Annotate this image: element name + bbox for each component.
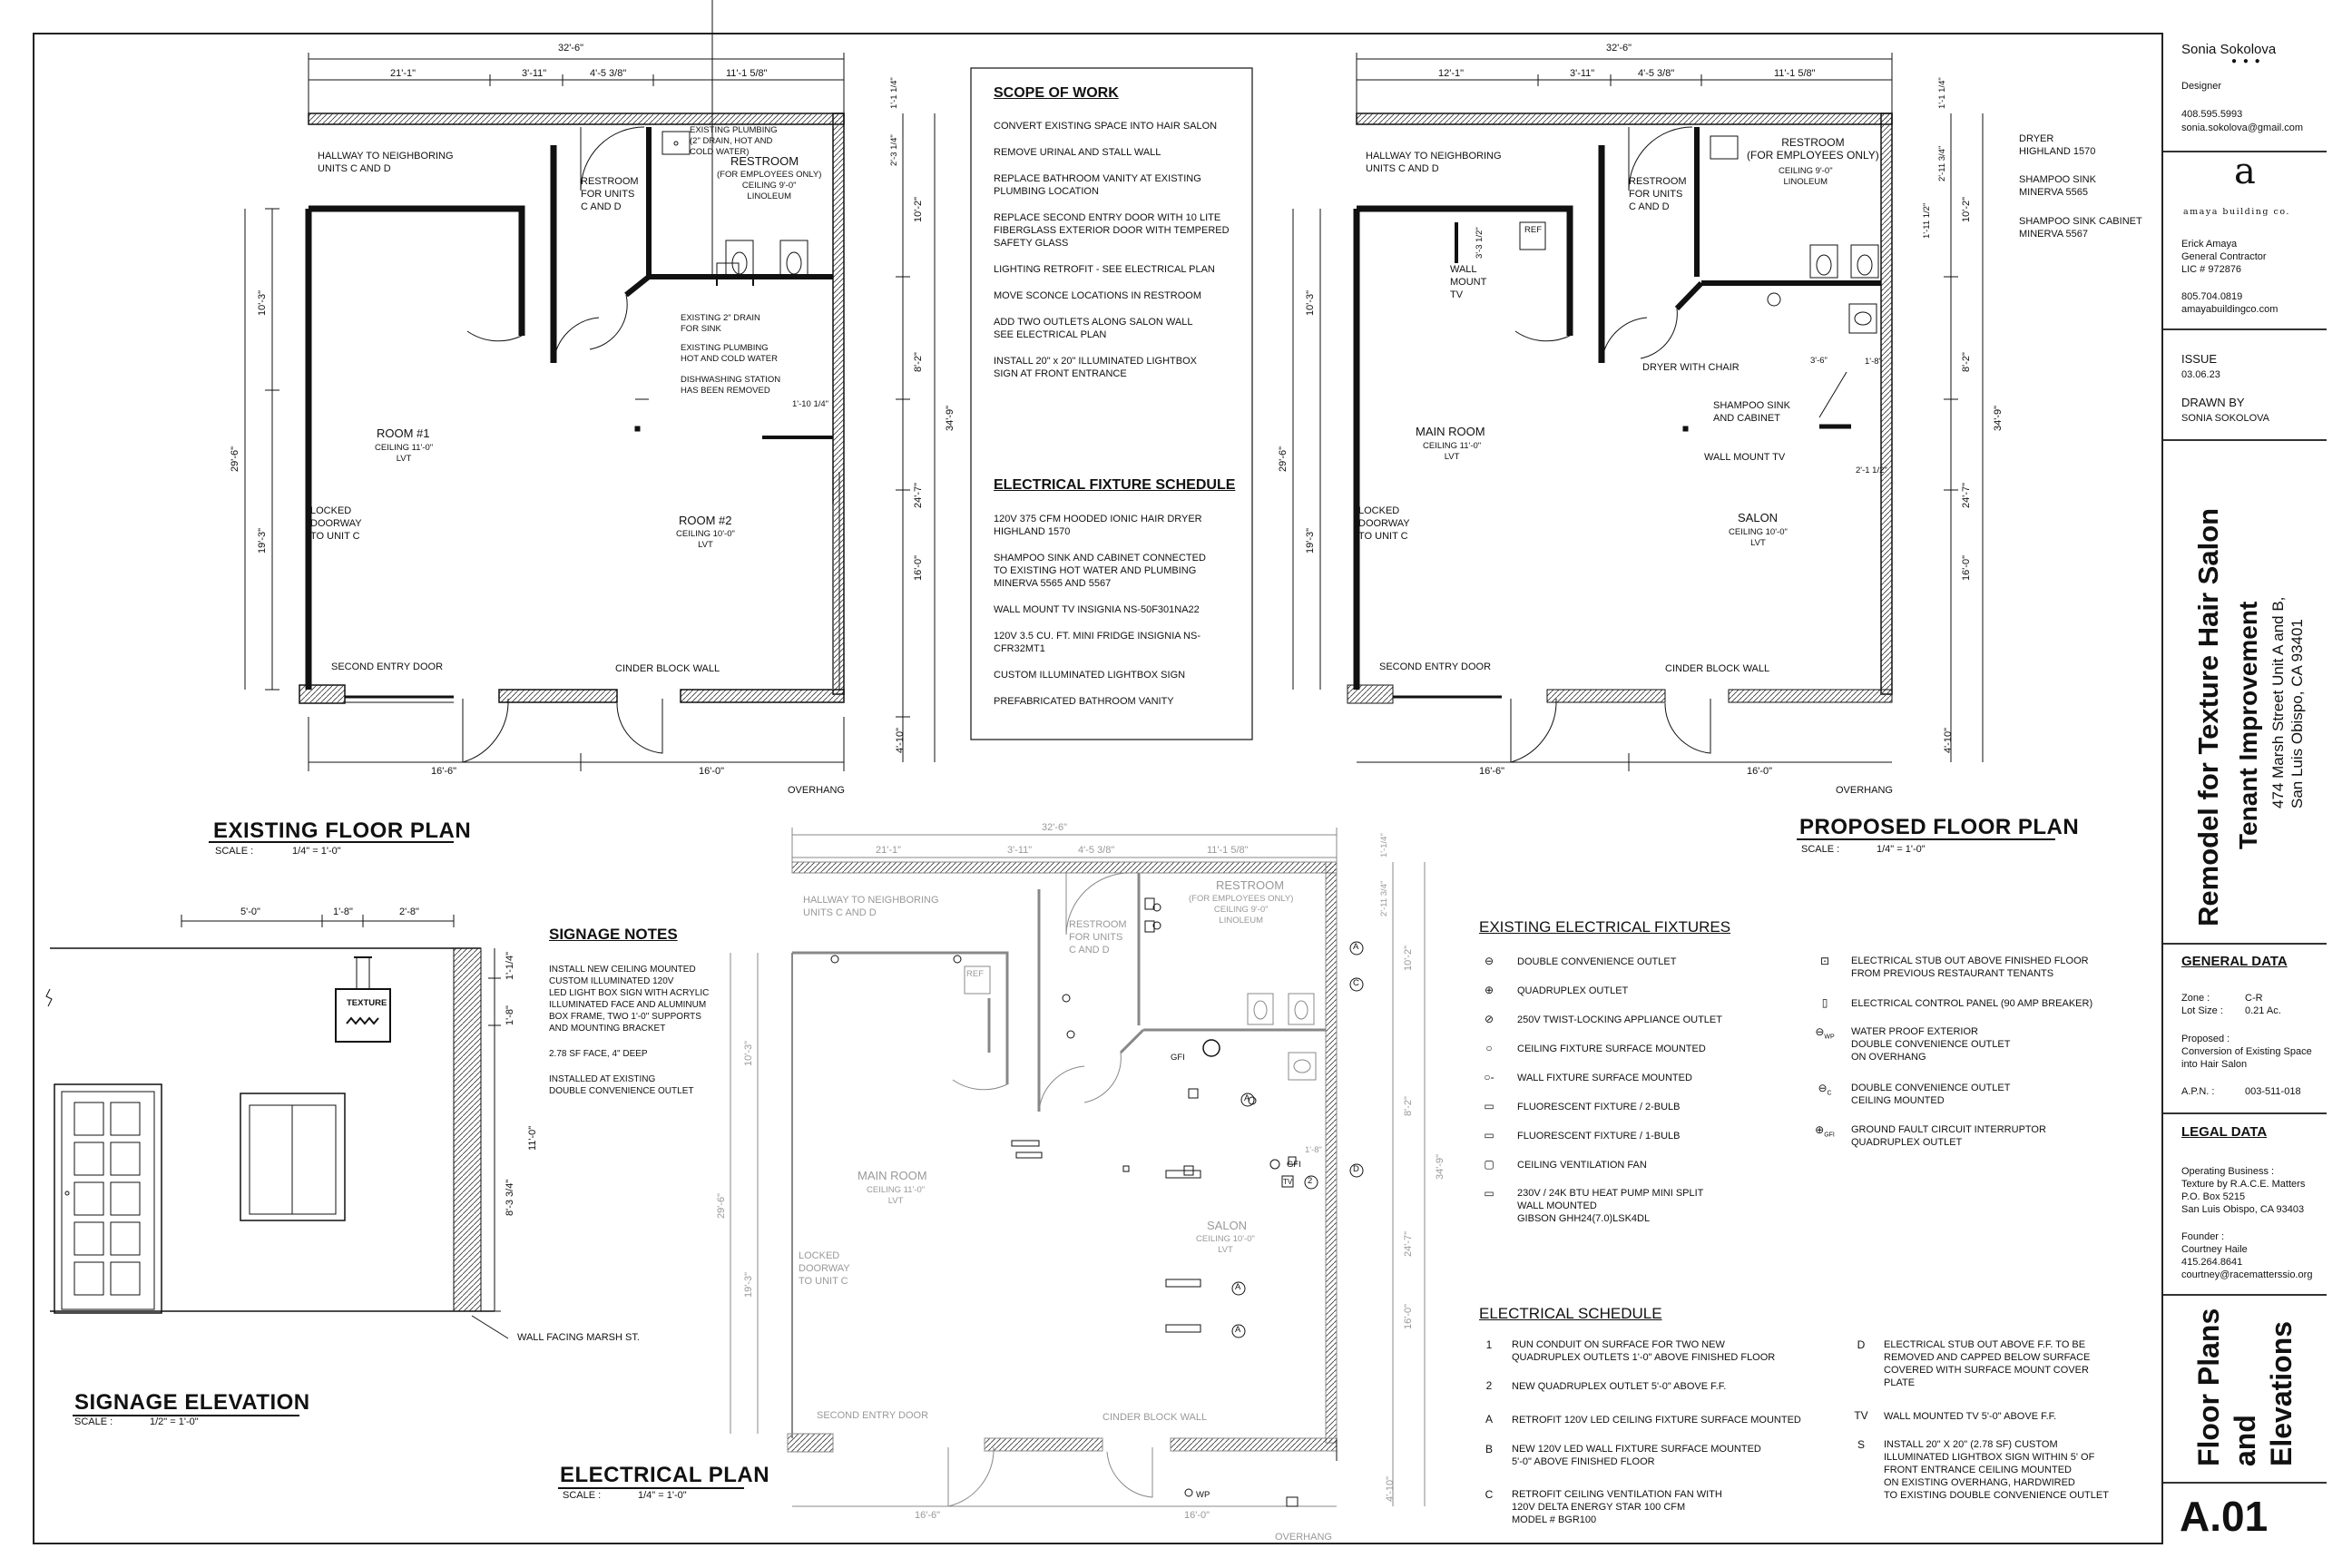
p-dim-right4: 16'-0" (1961, 554, 1972, 581)
e-dim-right2: 8'-2" (1403, 1096, 1414, 1116)
p-dim-left1: 10'-3" (1305, 289, 1316, 316)
p-note-shampoo-cabinet: SHAMPOO SINK CABINET MINERVA 5567 (2019, 216, 2142, 240)
dim-left2: 19'-3" (257, 527, 268, 554)
signage-notes-list (549, 964, 709, 1111)
callout-icon: B (1485, 1443, 1493, 1455)
p-label-restroom: RESTROOM (FOR EMPLOYEES ONLY) (1747, 136, 1879, 162)
p-dim-b3: 4'-10" (1943, 727, 1954, 753)
schedule-text: RUN CONDUIT ON SURFACE FOR TWO NEW QUADRUPLEX OUTLETS 1'-0" ABOVE FINISHED FLOOR (1512, 1339, 1776, 1363)
schedule-text: NEW QUADRUPLEX OUTLET 5'-0" ABOVE F.F. (1512, 1381, 1727, 1392)
wp-outlet-icon: $⊖_{WP}$ (1815, 1025, 1835, 1041)
label-room2: ROOM #2 (679, 514, 732, 527)
p-label-salon: SALON (1738, 511, 1779, 524)
e-label-wp: WP (1196, 1490, 1210, 1500)
callout-icon: 1 (1485, 1338, 1493, 1351)
scope-item: MOVE SCONCE LOCATIONS IN RESTROOM (994, 290, 1201, 301)
scope-item: CONVERT EXISTING SPACE INTO HAIR SALON (994, 121, 1218, 132)
legend-row (1479, 955, 1676, 968)
issue-date: 03.06.23 (2181, 369, 2220, 380)
fixture-item: SHAMPOO SINK AND CABINET CONNECTED TO EXISTING HOT WATER AND PLUMBING MINERVA 5565 AND 5567 (994, 553, 1206, 589)
e-dim-left1: 10'-3" (743, 1040, 754, 1066)
p-label-wall-tv: WALL MOUNT TV (1450, 264, 1487, 300)
legend-text: QUADRUPLEX OUTLET (1517, 985, 1629, 996)
e-label-main-sub: CEILING 11'-0" LVT (867, 1185, 926, 1206)
dim-d3: 4'-5 3/8" (590, 68, 627, 79)
fan-icon: ▢ (1484, 1158, 1494, 1171)
label-hallway: HALLWAY TO NEIGHBORING UNITS C AND D (318, 151, 454, 174)
signage-notes-heading: SIGNAGE NOTES (549, 926, 678, 943)
designer-email: sonia.sokolova@gmail.com (2181, 122, 2304, 133)
label-wall-marsh: WALL FACING MARSH ST. (517, 1332, 640, 1343)
existing-scale: 1/4" = 1'-0" (292, 846, 341, 857)
dim-b1: 16'-6" (431, 766, 457, 777)
callout-tv: TV (1283, 1178, 1293, 1186)
scope-item: REPLACE BATHROOM VANITY AT EXISTING PLUMBING LOCATION (994, 173, 1201, 197)
p-dim-w2: 3'-6" (1810, 356, 1828, 366)
p-label-main-sub: CEILING 11'-0" LVT (1423, 441, 1482, 462)
e-label-gfi-2: GFI (1287, 1160, 1301, 1170)
general-data-heading: GENERAL DATA (2181, 954, 2288, 969)
e-dim-rtop1: 1'-1/4" (1379, 833, 1389, 858)
schedule-row (1479, 1488, 1722, 1526)
e-dim-ltotal: 29'-6" (716, 1192, 727, 1219)
sign-text: TEXTURE (347, 998, 387, 1008)
proposed-value: Conversion of Existing Space into Hair Salon (2181, 1046, 2312, 1070)
e-label-ref: REF (966, 969, 984, 979)
legend-row (1479, 984, 1628, 997)
p-note-dryer: DRYER HIGHLAND 1570 (2019, 133, 2096, 157)
p-dim-b2: 16'-0" (1747, 766, 1773, 777)
dim-right1: 10'-2" (913, 196, 924, 222)
sheet-name: Floor Plans and Elevations (2192, 1308, 2298, 1466)
e-label-restroom-units: RESTROOM FOR UNITS C AND D (1069, 919, 1127, 956)
schedule-row (1851, 1338, 2090, 1389)
e-dim-d3: 4'-5 3/8" (1078, 845, 1115, 856)
dim-right4: 16'-0" (913, 554, 924, 581)
note-existing-plumbing: EXISTING PLUMBING (2" DRAIN, HOT AND COLD WATER) (690, 125, 778, 157)
legend-row (1815, 955, 2089, 980)
dim-rtop1: 1'-1 1/4" (889, 77, 899, 109)
label-overhang: OVERHANG (788, 785, 845, 796)
legend-row (1479, 1158, 1647, 1171)
schedule-text: NEW 120V LED WALL FIXTURE SURFACE MOUNTED 5'-0" ABOVE FINISHED FLOOR (1512, 1444, 1761, 1467)
e-label-second-entry: SECOND ENTRY DOOR (817, 1410, 929, 1421)
sign-dim-v3: 11'-0" (527, 1125, 538, 1151)
apn-value: 003-511-018 (2245, 1086, 2301, 1097)
founder-value: Courtney Haile 415.264.8641 courtney@racematterssio.org (2181, 1244, 2313, 1280)
p-label-restroom-units: RESTROOM FOR UNITS C AND D (1629, 176, 1687, 212)
p-label-locked: LOCKED DOORWAY TO UNIT C (1358, 505, 1410, 542)
signage-note: 2.78 SF FACE, 4" DEEP (549, 1049, 648, 1059)
e-label-salon-sub: CEILING 10'-0" LVT (1196, 1234, 1255, 1255)
label-second-entry: SECOND ENTRY DOOR (331, 662, 444, 672)
designer-role: Designer (2181, 81, 2222, 92)
designer-name: Sonia Sokolova (2181, 42, 2277, 57)
legend-row (1479, 1129, 1681, 1142)
sign-dim-v4: 8'-3 3/4" (505, 1179, 515, 1216)
schedule-text: WALL MOUNTED TV 5'-0" ABOVE F.F. (1884, 1411, 2057, 1422)
schedule-text: RETROFIT 120V LED CEILING FIXTURE SURFACE MOUNTED (1512, 1415, 1801, 1426)
schedule-row (1479, 1413, 1801, 1426)
schedule-row (1479, 1379, 1726, 1393)
e-dim-rtotal: 34'-9" (1435, 1153, 1446, 1180)
e-label-hallway: HALLWAY TO NEIGHBORING UNITS C AND D (803, 895, 939, 918)
p-dim-right1: 10'-2" (1961, 196, 1972, 222)
outlet-icon: ⊖ (1484, 955, 1494, 967)
dim-ltotal: 29'-6" (230, 446, 240, 472)
legend-row (1815, 1123, 2046, 1149)
dim-w1: 1'-10 1/4" (792, 399, 829, 409)
legend-text: 230V / 24K BTU HEAT PUMP MINI SPLIT WALL MOUNTED GIBSON GHH24(7.0)LSK4DL (1517, 1188, 1704, 1224)
proposed-scale: 1/4" = 1'-0" (1877, 844, 1926, 855)
scope-item: INSTALL 20" x 20" ILLUMINATED LIGHTBOX SIGN AT FRONT ENTRANCE (994, 356, 1198, 379)
e-label-main: MAIN ROOM (858, 1169, 927, 1182)
dim-b3: 4'-10" (895, 727, 906, 753)
tag: WP (1824, 1034, 1835, 1041)
callout-icon: C (1485, 1488, 1494, 1501)
callout-icon: S (1857, 1438, 1865, 1451)
fluorescent-1-icon: ▭ (1484, 1129, 1494, 1142)
operating-value: Texture by R.A.C.E. Matters P.O. Box 5215 San Luis Obispo, CA 93403 (2181, 1179, 2306, 1215)
p-dim-rtotal: 34'-9" (1993, 405, 2004, 431)
e-scale-label: SCALE : (563, 1490, 602, 1501)
project-subtitle: Tenant Improvement (2234, 601, 2262, 849)
existing-fixtures-heading: EXISTING ELECTRICAL FIXTURES (1479, 918, 1731, 936)
p-dim-d4: 11'-1 5/8" (1774, 68, 1816, 79)
operating-label: Operating Business : (2181, 1166, 2275, 1177)
existing-scale-label: SCALE : (215, 846, 254, 857)
dim-d4: 11'-1 5/8" (726, 68, 768, 79)
callout-icon: D (1857, 1338, 1866, 1351)
e-dim-b1: 16'-6" (915, 1510, 941, 1521)
callout-a: A (1353, 942, 1359, 952)
issue-label: ISSUE (2181, 352, 2218, 366)
e-dim-right1: 10'-2" (1403, 945, 1414, 971)
p-label-dryer: DRYER WITH CHAIR (1642, 362, 1740, 373)
legend-row (1815, 1025, 2010, 1063)
mini-split-icon: ▭ (1484, 1187, 1494, 1200)
p-label-main: MAIN ROOM (1416, 425, 1485, 438)
sign-dim-d1: 5'-0" (240, 906, 260, 917)
sign-dim-v1: 1'-1/4" (505, 951, 515, 980)
p-dim-right2: 8'-2" (1961, 352, 1972, 372)
contractor-logo-icon: a (2234, 151, 2256, 192)
schedule-text: ELECTRICAL STUB OUT ABOVE F.F. TO BE REMOVED AND CAPPED BELOW SURFACE COVERED WITH SURFACE MOUNT COVER PLATE (1884, 1339, 2091, 1388)
apn-label: A.P.N. : (2181, 1086, 2215, 1097)
ceiling-fixture-icon: ○ (1485, 1042, 1493, 1054)
e-dim-left2: 19'-3" (743, 1271, 754, 1298)
dim-d2: 3'-11" (522, 68, 547, 79)
sign-scale: 1/2" = 1'-0" (150, 1416, 199, 1427)
label-restroom: RESTROOM (730, 154, 799, 168)
legend-row (1479, 1100, 1681, 1113)
title-underlines (73, 839, 2055, 1488)
signage-note: INSTALL NEW CEILING MOUNTED CUSTOM ILLUMINATED 120V LED LIGHT BOX SIGN WITH ACRYLIC ILLUMINATED FACE AND ALUMINUM BOX FRAME, TWO 1'-0" SUPPORTS AND MOUNTING BRACKET (549, 965, 710, 1034)
sign-dim-v2: 1'-8" (505, 1005, 515, 1025)
stub-out-icon: ⊡ (1819, 955, 1830, 967)
electrical-plan-title: ELECTRICAL PLAN (560, 1463, 770, 1487)
scope-item: REMOVE URINAL AND STALL WALL (994, 147, 1161, 158)
e-label-restroom-sub: (FOR EMPLOYEES ONLY) CEILING 9'-0" LINOLEUM (1189, 894, 1294, 926)
title-block (2163, 33, 2327, 1544)
fixture-item: CUSTOM ILLUMINATED LIGHTBOX SIGN (994, 670, 1186, 681)
dim-b2: 16'-0" (699, 766, 725, 777)
p-dim-w4: 2'-1 1/2" (1856, 466, 1887, 475)
e-label-gfi-1: GFI (1171, 1053, 1185, 1063)
label-room1: ROOM #1 (377, 426, 430, 440)
schedule-row (1479, 1338, 1775, 1364)
fixture-schedule-list (994, 513, 1248, 721)
proposed-scale-label: SCALE : (1801, 844, 1840, 855)
label-locked: LOCKED DOORWAY TO UNIT C (310, 505, 362, 542)
existing-floor-plan-drawing (245, 0, 935, 771)
tag: GFI (1824, 1132, 1835, 1139)
designer-dots: ● ● ● (2231, 56, 2262, 66)
dim-rtotal: 34'-9" (945, 405, 956, 431)
p-label-restroom-sub: CEILING 9'-0" LINOLEUM (1779, 166, 1833, 187)
callout-c: C (1353, 978, 1359, 988)
label-restroom-sub: (FOR EMPLOYEES ONLY) CEILING 9'-0" LINOLEUM (717, 170, 822, 201)
lot-label: Lot Size : (2181, 1005, 2223, 1016)
p-label-ref: REF (1524, 225, 1542, 235)
fixture-item: PREFABRICATED BATHROOM VANITY (994, 696, 1174, 707)
e-dim-total: 32'-6" (1042, 822, 1068, 833)
legend-text: GROUND FAULT CIRCUIT INTERRUPTOR QUADRUPLEX OUTLET (1851, 1124, 2046, 1148)
project-address-1: 474 Marsh Street Unit A and B, (2269, 596, 2287, 808)
designer-phone: 408.595.5993 (2181, 109, 2243, 120)
p-label-cinder: CINDER BLOCK WALL (1665, 663, 1770, 674)
contractor-role: General Contractor (2181, 251, 2267, 262)
existing-plan-title: EXISTING FLOOR PLAN (213, 818, 472, 843)
callout-2: 2 (1308, 1176, 1313, 1186)
legend-text: CEILING FIXTURE SURFACE MOUNTED (1517, 1044, 1706, 1054)
scope-heading: SCOPE OF WORK (994, 85, 1119, 101)
contractor-phone: 805.704.0819 (2181, 291, 2243, 302)
callout-a-4: A (1235, 1325, 1241, 1335)
e-label-locked: LOCKED DOORWAY TO UNIT C (799, 1250, 850, 1287)
fixture-item: 120V 3.5 CU. FT. MINI FRIDGE INSIGNIA NS-CFR32MT1 (994, 631, 1200, 654)
p-dim-w1: 3'-3 1/2" (1475, 227, 1485, 259)
proposed-plan-title: PROPOSED FLOOR PLAN (1799, 815, 2080, 839)
contractor-lic: LIC # 972876 (2181, 264, 2242, 275)
fixture-schedule-heading: ELECTRICAL FIXTURE SCHEDULE (994, 477, 1236, 493)
legend-row (1479, 1187, 1703, 1225)
legend-text: DOUBLE CONVENIENCE OUTLET CEILING MOUNTED (1851, 1083, 2011, 1106)
control-panel-icon: ▯ (1821, 996, 1828, 1009)
e-dim-d1: 21'-1" (876, 845, 902, 856)
p-dim-w3: 1'-8" (1865, 357, 1882, 367)
label-restroom-units: RESTROOM FOR UNITS C AND D (581, 176, 639, 212)
zone-label: Zone : (2181, 993, 2210, 1004)
gfi-outlet-icon: $\oplus_{GFI}$ (1815, 1123, 1835, 1139)
schedule-row (1479, 1443, 1761, 1468)
legal-data-heading: LEGAL DATA (2181, 1124, 2268, 1140)
schedule-row (1851, 1409, 2056, 1423)
p-dim-rtop3: 1'-11 1/2" (1922, 202, 1932, 239)
elec-schedule-heading: ELECTRICAL SCHEDULE (1479, 1305, 1662, 1322)
e-dim-b3: 4'-10" (1385, 1475, 1396, 1502)
legend-row (1479, 1071, 1692, 1084)
legend-text: CEILING VENTILATION FAN (1517, 1160, 1647, 1171)
signage-note: INSTALLED AT EXISTING DOUBLE CONVENIENCE OUTLET (549, 1074, 694, 1096)
note-dish: DISHWASHING STATION HAS BEEN REMOVED (681, 375, 781, 396)
dim-right3: 24'-7" (913, 482, 924, 508)
legend-text: WATER PROOF EXTERIOR DOUBLE CONVENIENCE OUTLET ON OVERHANG (1851, 1026, 2011, 1063)
e-dim-d4: 11'-1 5/8" (1207, 845, 1249, 856)
fixture-item: WALL MOUNT TV INSIGNIA NS-50F301NA22 (994, 604, 1200, 615)
scope-item: REPLACE SECOND ENTRY DOOR WITH 10 LITE FIBERGLASS EXTERIOR DOOR WITH TEMPERED SAFETY GLASS (994, 212, 1230, 249)
drawn-by-label: DRAWN BY (2181, 396, 2245, 409)
sign-scale-label: SCALE : (74, 1416, 113, 1427)
p-label-shampoo: SHAMPOO SINK AND CABINET (1713, 400, 1790, 424)
p-dim-right3: 24'-7" (1961, 482, 1972, 508)
sheet-number: A.01 (2180, 1493, 2269, 1540)
label-room1-sub: CEILING 11'-0" LVT (375, 443, 434, 464)
p-dim-b1: 16'-6" (1479, 766, 1505, 777)
e-dim-right4: 16'-0" (1403, 1303, 1414, 1329)
e-label-restroom: RESTROOM (1216, 878, 1285, 892)
signage-elevation-drawing (46, 915, 508, 1338)
project-address-2: San Luis Obispo, CA 93401 (2288, 619, 2306, 808)
fixture-item: 120V 375 CFM HOODED IONIC HAIR DRYER HIGHLAND 1570 (994, 514, 1202, 537)
note-plumbing-2: EXISTING PLUMBING HOT AND COLD WATER (681, 343, 778, 364)
twist-lock-icon: ⊘ (1484, 1013, 1494, 1025)
legend-text: WALL FIXTURE SURFACE MOUNTED (1517, 1073, 1692, 1083)
callout-icon: 2 (1485, 1379, 1493, 1392)
e-label-cinder: CINDER BLOCK WALL (1102, 1412, 1208, 1423)
drawn-by: SONIA SOKOLOVA (2181, 413, 2269, 424)
legend-text: FLUORESCENT FIXTURE / 2-BULB (1517, 1102, 1681, 1112)
p-note-shampoo-sink: SHAMPOO SINK MINERVA 5565 (2019, 174, 2096, 198)
callout-icon: TV (1854, 1409, 1868, 1422)
p-dim-rtop1: 1'-1 1/4" (1937, 77, 1947, 109)
sign-dim-d2: 1'-8" (333, 906, 353, 917)
lot-value: 0.21 Ac. (2245, 1005, 2281, 1016)
sign-dim-d3: 2'-8" (399, 906, 419, 917)
contractor-company: amaya building co. (2183, 207, 2290, 217)
signage-elev-title: SIGNAGE ELEVATION (74, 1390, 310, 1415)
e-dim-d2: 3'-11" (1007, 845, 1033, 856)
scope-list (994, 120, 1239, 394)
dim-right2: 8'-2" (913, 352, 924, 372)
e-label-salon: SALON (1207, 1219, 1248, 1232)
dim-left1: 10'-3" (257, 289, 268, 316)
callout-a-3: A (1235, 1282, 1241, 1292)
e-scale: 1/4" = 1'-0" (638, 1490, 687, 1501)
wall-fixture-icon: ○- (1484, 1071, 1494, 1083)
p-label-salon-sub: CEILING 10'-0" LVT (1729, 527, 1788, 548)
p-dim-rtop2: 2'-11 3/4" (1937, 145, 1947, 181)
fluorescent-2-icon: ▭ (1484, 1100, 1494, 1112)
proposed-label: Proposed : (2181, 1034, 2230, 1044)
schedule-text: INSTALL 20" X 20" (2.78 SF) CUSTOM ILLUMINATED LIGHTBOX SIGN WITHIN 5' OF FRONT ENTRANCE CEILING MOUNTED ON EXISTING OVERHANG, HARDWIRED TO EXISTING DOUBLE CONVENIENCE OUTLET (1884, 1439, 2109, 1501)
schedule-text: RETROFIT CEILING VENTILATION FAN WITH 120V DELTA ENERGY STAR 100 CFM MODEL # BGR100 (1512, 1489, 1722, 1525)
p-dim-d3: 4'-5 3/8" (1638, 68, 1675, 79)
e-label-overhang: OVERHANG (1275, 1532, 1332, 1543)
dim-d1: 21'-1" (390, 68, 416, 79)
p-label-second-entry: SECOND ENTRY DOOR (1379, 662, 1492, 672)
scope-item: ADD TWO OUTLETS ALONG SALON WALL SEE ELECTRICAL PLAN (994, 317, 1193, 340)
zone-value: C-R (2245, 993, 2263, 1004)
callout-icon: A (1485, 1413, 1493, 1426)
p-dim-left2: 19'-3" (1305, 527, 1316, 554)
quadruplex-icon: ⊕ (1484, 984, 1494, 996)
callout-a-2: A (1244, 1093, 1250, 1103)
legend-text: DOUBLE CONVENIENCE OUTLET (1517, 956, 1677, 967)
dim-total: 32'-6" (558, 43, 584, 54)
legend-text: ELECTRICAL STUB OUT ABOVE FINISHED FLOOR FROM PREVIOUS RESTAURANT TENANTS (1851, 956, 2089, 979)
schedule-row (1851, 1438, 2109, 1502)
legend-row (1815, 996, 2092, 1010)
p-dim-d1: 12'-1" (1438, 68, 1465, 79)
e-dim-right3: 24'-7" (1403, 1230, 1414, 1257)
e-dim-rtop2: 2'-11 3/4" (1379, 880, 1389, 916)
contractor-name: Erick Amaya (2181, 239, 2238, 250)
callout-d: D (1353, 1164, 1359, 1174)
p-label-wall-tv-2: WALL MOUNT TV (1704, 452, 1786, 463)
legend-row (1479, 1042, 1706, 1055)
project-title: Remodel for Texture Hair Salon (2192, 507, 2224, 926)
legend-text: FLUORESCENT FIXTURE / 1-BULB (1517, 1131, 1681, 1142)
ceiling-outlet-icon: $⊖_C$ (1818, 1082, 1832, 1097)
p-label-hallway: HALLWAY TO NEIGHBORING UNITS C AND D (1366, 151, 1502, 174)
legend-row (1815, 1082, 2010, 1107)
legend-row (1479, 1013, 1722, 1026)
scope-item: LIGHTING RETROFIT - SEE ELECTRICAL PLAN (994, 264, 1215, 275)
p-dim-d2: 3'-11" (1570, 68, 1595, 79)
note-drain: EXISTING 2" DRAIN FOR SINK (681, 313, 760, 334)
e-dim-w1: 1'-8" (1305, 1145, 1322, 1155)
founder-label: Founder : (2181, 1231, 2225, 1242)
e-dim-b2: 16'-0" (1184, 1510, 1210, 1521)
label-cinder: CINDER BLOCK WALL (615, 663, 720, 674)
contractor-web: amayabuildingco.com (2181, 304, 2278, 315)
dim-rtop2: 2'-3 1/4" (889, 134, 899, 166)
legend-text: 250V TWIST-LOCKING APPLIANCE OUTLET (1517, 1014, 1722, 1025)
p-dim-total: 32'-6" (1606, 43, 1632, 54)
p-label-overhang: OVERHANG (1836, 785, 1893, 796)
label-room2-sub: CEILING 10'-0" LVT (676, 529, 735, 550)
legend-text: ELECTRICAL CONTROL PANEL (90 AMP BREAKER) (1851, 998, 2093, 1009)
tag: C (1827, 1090, 1832, 1097)
p-dim-ltotal: 29'-6" (1278, 446, 1289, 472)
